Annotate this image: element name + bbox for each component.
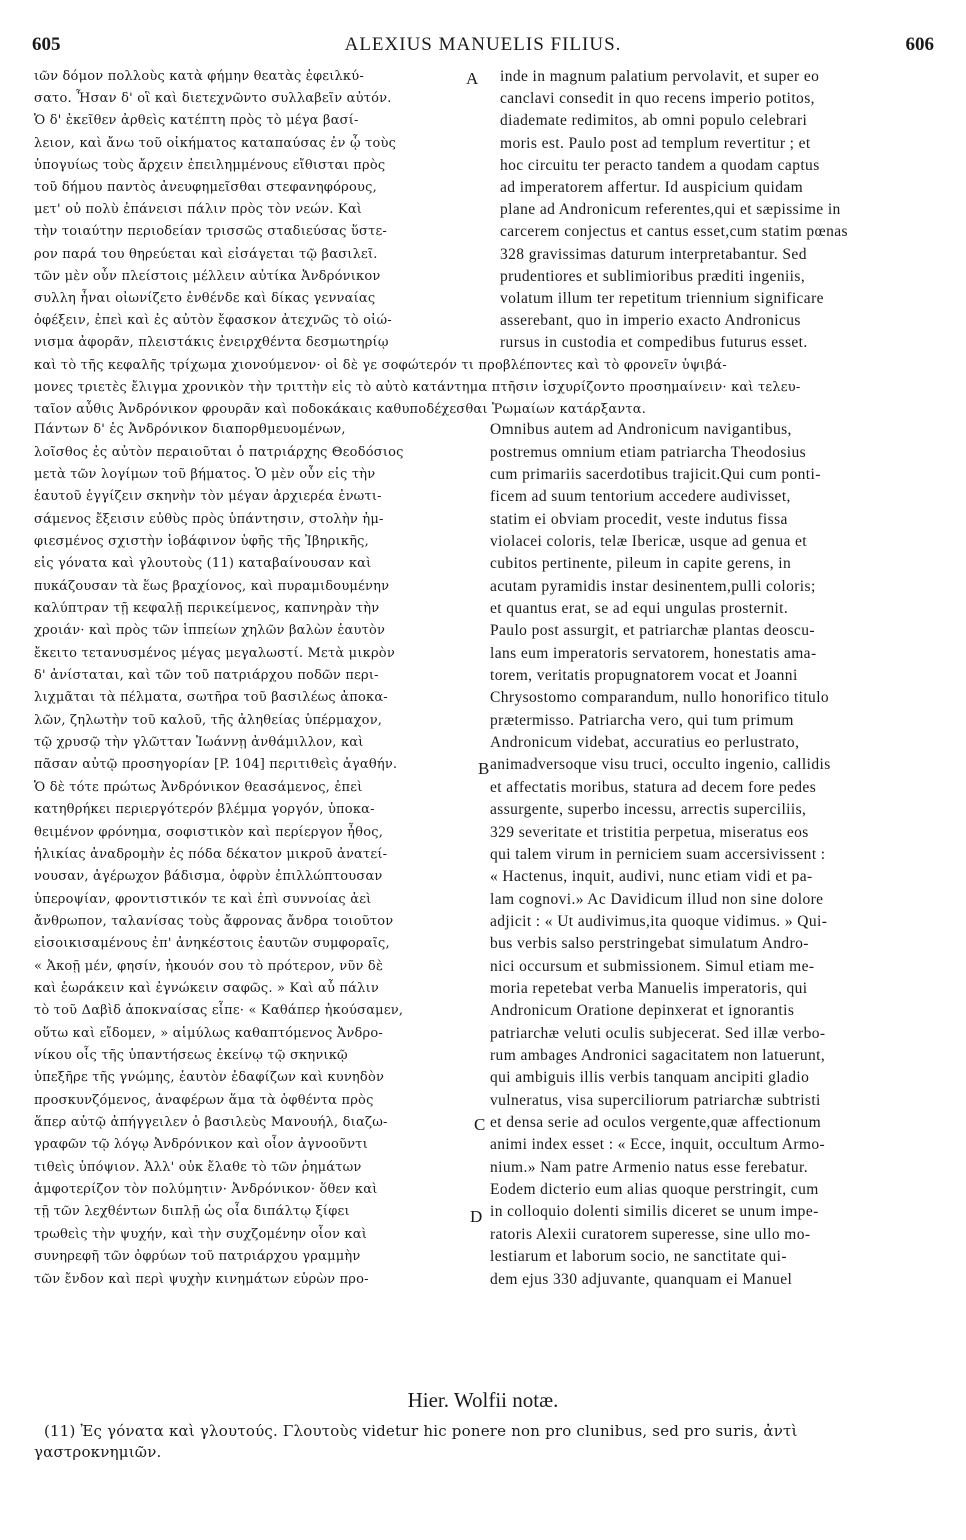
top-greek-line: τοῦ δήμου παντὸς ἀνευφημεῖσθαι στεφανηφόρους, [34, 180, 377, 195]
bottom-greek-line: Ὁ δὲ τότε πρώτως Ἀνδρόνικον θεασάμενος, ἐπεὶ [34, 779, 363, 795]
bottom-latin-line: animi index esset : « Ecce, inquit, occultum Armo- [490, 1136, 826, 1154]
bottom-greek-line: ὑπεξῆρε τῆς γνώμης, ἑαυτὸν ἐδαφίζων καὶ κυνηδὸν [34, 1070, 385, 1086]
top-latin-line: inde in magnum palatium pervolavit, et super eo [500, 68, 820, 85]
bottom-latin-line: dem ejus 330 adjuvante, quanquam ei Manuel [490, 1270, 793, 1288]
bottom-greek-line: οὕτω καὶ εἴδομεν, » αἱμύλως καθαπτόμενος Ἀνδρο- [34, 1025, 383, 1041]
bottom-greek-line: ἅπερ αὐτῷ ἀπήγγειλεν ὁ βασιλεὺς Μανουήλ, διαζω- [34, 1115, 388, 1131]
full-greek-line: καὶ τὸ τῆς κεφαλῆς τρίχωμα χιονούμενον· οἱ δὲ γε σοφώτερόν τι προβλέποντες καὶ τὸ φρονεῖν ὑψιβά- [34, 357, 727, 373]
bottom-latin-line: cum primariis sacerdotibus trajicit.Qui cum ponti- [490, 465, 821, 483]
bottom-greek-line: ἀμφοτερίζον τὸν πολύμητιν· Ἀνδρόνικον· ὅθεν καὶ [34, 1182, 378, 1198]
bottom-latin-line: et quantus erat, se ad equi ungulas prosternit. [490, 600, 789, 617]
note-line: (11) Ἐς γόνατα καὶ γλουτούς. Γλουτοὺς videtur hic ponere non pro clunibus, sed pro suris, ἀντὶ [44, 1422, 798, 1440]
top-greek-line: συλλη ἦναι οἰωνίζετο ἐνθένδε καὶ δίκας γενναίας [34, 291, 376, 306]
top-greek-line: ρον παρά του θηρεύεται καὶ εἰσάγεται τῷ βασιλεῖ. [34, 246, 378, 262]
bottom-greek-line: τρωθεὶς τὴν ψυχήν, καὶ τὴν συχζομένην οἷον καὶ [34, 1226, 368, 1242]
bottom-latin-line: « Hactenus, inquit, audivi, nunc etiam vidi et pa- [490, 868, 813, 886]
bottom-latin-line: prætermisso. Patriarcha vero, qui tum primum [490, 711, 794, 729]
top-latin-line: ad imperatorem affertur. Id auspicium quidam [500, 179, 804, 196]
bottom-latin-line: statim ei obviam procedit, veste indutus fissa [490, 510, 788, 528]
bottom-greek-line: συνηρεφῆ τῶν ὀφρύων τοῦ πατριάρχου γραμμὴν [34, 1249, 361, 1265]
bottom-latin-line: adjicit : « Ut audivimus,ita quoque vidimus. » Qui- [490, 912, 828, 930]
bottom-greek-line: ὑπεροψίαν, φροντιστικόν τε καὶ ἐπὶ συννοίας ἀεὶ [34, 891, 372, 907]
bottom-greek-line: ἔκειτο τετανυσμένος μέγας μεγαλωστί. Μετὰ μικρὸν [34, 645, 395, 661]
bottom-greek-line: ἑαυτοῦ ἐγγίζειν σκηνὴν τὸν μέγαν ἀρχιερέα ἐνωτι- [34, 489, 382, 505]
bottom-latin-line: et densa serie ad oculos vergente,quæ affectionum [490, 1114, 822, 1132]
running-title: ALEXIUS MANUELIS FILIUS. [344, 34, 622, 55]
bottom-greek-line: λοῖσθος ἐς αὐτὸν περαιοῦται ὁ πατριάρχης Θεοδόσιος [34, 444, 404, 460]
top-latin-line: diademate redimitos, ab omni populo celebrari [500, 112, 808, 130]
bottom-latin-line: cubitos pertinente, pileum in capite gerens, in [490, 555, 792, 573]
top-latin-line: canclavi consedit in quo recens imperio potitos, [500, 90, 815, 108]
bottom-greek-line: καὶ ἑωράκειν καὶ ἐγνώκειν σαφῶς. » Καὶ αὖ πάλιν [34, 980, 379, 996]
bottom-greek-line: Πάντων δ' ἐς Ἀνδρόνικον διαπορθμευομένων, [34, 422, 346, 438]
top-latin-line: 328 gravissimas daturum interpretabantur. Sed [500, 245, 807, 263]
top-latin-line: volatum illum ter repetitum triennium significare [500, 290, 824, 307]
page-number-left: 605 [32, 34, 61, 55]
margin-marker: C [474, 1115, 486, 1134]
bottom-greek-line: λῶν, ζηλωτὴν τοῦ καλοῦ, τῆς ἀληθείας ὑπέρμαχον, [34, 712, 383, 728]
top-latin-line: prudentiores et sublimioribus præditi ingeniis, [500, 267, 806, 285]
bottom-greek-line: μετὰ τῶν λογίμων τοῦ βήματος. Ὁ μὲν οὖν εἰς τὴν [34, 466, 376, 482]
bottom-latin-line: Eodem dicterio eum alias quoque perstringit, cum [490, 1181, 819, 1199]
bottom-greek-line: σάμενος ἔξεισιν εὐθὺς πρὸς ὑπάντησιν, στολὴν ἠμ- [34, 511, 384, 527]
note-line: γαστροκνημιῶν. [34, 1443, 162, 1461]
full-greek-line: ταῖον αὖθις Ἀνδρόνικον φρουρᾶν καὶ ποδοκάκαις καθυποδέχεσθαι Ῥωμαίων κατάρξαντα. [34, 402, 647, 417]
bottom-greek-line: πᾶσαν αὐτῷ προσηγορίαν [P. 104] περιτιθεὶς ἀγαθήν. [34, 757, 398, 773]
bottom-greek-line: νουσαν, ἀγέρωχον βάδισμα, ὀφρὺν ἐπιλλώπτουσαν [34, 869, 383, 885]
top-greek-line: λειον, καὶ ἄνω τοῦ οἰκήματος καταπαύσας ἐν ᾧ τοὺς [34, 135, 397, 151]
bottom-latin-line: lans eum imperatoris servatorem, honestatis ama- [490, 644, 817, 662]
bottom-greek-line: τῇ τῶν λεχθέντων διπλῇ ὡς οἷα διπάλτῳ ξίφει [34, 1204, 350, 1220]
top-greek-line: Ὁ δ' ἐκεῖθεν ἀρθεὶς κατέπτη πρὸς τὸ μέγα βασί- [34, 113, 359, 129]
top-greek-line: σατο. Ἦσαν δ' οἳ καὶ διετεχνῶντο συλλαβεῖν αὐτόν. [34, 91, 392, 107]
top-greek-line: ὀφέξειν, ἐπεὶ καὶ ἐς αὐτὸν ἔφασκον ἀτεχνῶς τὸ οἰώ- [34, 313, 392, 329]
bottom-greek-line: κατηθρήκει περιεργότερόν βλέμμα γοργόν, ὑποκα- [34, 802, 375, 818]
top-greek-line: ὑπογυίως τοὺς ἄρχειν ἐπειλημμένους εἴθισται πρὸς [34, 157, 386, 173]
bottom-latin-line: lestiarum et laborum socio, ne sanctitate qui- [490, 1248, 787, 1266]
bottom-latin-line: acutam pyramidis instar desinentem,pulli coloris; [490, 577, 816, 595]
bottom-greek-line: καλύπτραν τῇ κεφαλῇ περικείμενος, καπνηρὰν τὴν [34, 601, 380, 616]
bottom-greek-line: « Ἀκοῇ μέν, φησίν, ἠκουόν σου τὸ πρότερον, νῦν δὲ [34, 958, 384, 974]
bottom-latin-line: rum ambages Andronici sagacitatem non latuerunt, [490, 1047, 826, 1064]
bottom-latin-line: assurgente, superbo incessu, arrectis superciliis, [490, 801, 807, 819]
bottom-greek-line: φιεσμένος σχιστὴν ἰοβάφινον ὑφῆς τῆς Ἰβηρικῆς, [34, 533, 369, 549]
bottom-latin-line: postremus omnium etiam patriarcha Theodosius [490, 443, 807, 461]
bottom-latin-line: in colloquio dolenti similis diceret se unum impe- [490, 1203, 819, 1221]
bottom-latin-line: qui ambiguis illis verbis tanquam ancipiti gladio [490, 1069, 810, 1087]
bottom-greek-line: τῷ χρυσῷ τὴν γλῶτταν Ἰωάννῃ ἀνθάμιλλον, καὶ [34, 735, 364, 751]
bottom-latin-line: lam cognovi.» Ac Davidicum illud non sine dolore [490, 890, 824, 908]
bottom-latin-line: vulneratus, visa superciliorum patriarchæ subtristi [490, 1091, 821, 1109]
bottom-greek-line: πυκάζουσαν τὰ ἕως βραχίονος, καὶ πυραμιδουμένην [34, 578, 390, 594]
bottom-latin-line: 329 severitate et tristitia perpetua, miseratus eos [490, 823, 809, 841]
bottom-greek-line: ἡλικίας ἀναδρομὴν ἐς πόδα δέκατον μικροῦ ἀνατεί- [34, 846, 388, 862]
bottom-latin-line: patriarchæ veluti oculis subjecerat. Sed illæ verbo- [490, 1024, 826, 1042]
bottom-latin-line: violacei coloris, telæ Ibericæ, usque ad genua et [490, 532, 808, 550]
bottom-greek-line: χροιάν· καὶ πρὸς τῶν ἱππείων χηλῶν βαλὼν ἑαυτὸν [34, 623, 386, 639]
top-greek-line: νισμα ἀφορᾶν, πλειστάκις ἐνειρχθέντα δεσμωτηρίῳ [34, 335, 389, 351]
bottom-latin-line: bus verbis salso perstringebat simulatum Andro- [490, 935, 809, 953]
top-latin-line: carcerem conjectus et cantus esset,cum statim pœnas [500, 223, 848, 241]
top-latin-line: plane ad Andronicum referentes,qui et sæpissime in [500, 201, 841, 219]
bottom-greek-line: τῶν ἔνδον καὶ περὶ ψυχὴν κινημάτων εὑρὼν προ- [34, 1271, 369, 1287]
bottom-greek-line: δ' ἀνίσταται, καὶ τῶν τοῦ πατριάρχου ποδῶν περι- [34, 668, 379, 684]
bottom-latin-line: animadversoque visu truci, occulto ingenio, callidis [490, 756, 831, 774]
top-latin-line: rursus in custodia et compedibus futurus esset. [500, 334, 808, 352]
top-latin-line: asserebant, quo in imperio exacto Andronicus [500, 312, 801, 330]
bottom-greek-line: θειμένον φρόνημα, σοφιστικὸν καὶ περίεργον ἦθος, [34, 824, 384, 840]
page-number-right: 606 [905, 34, 934, 55]
bottom-greek-line: ἄνθρωπον, ταλανίσας τοὺς ἄφρονας ἄνδρα τοιοῦτον [34, 913, 394, 929]
running-header [32, 34, 934, 60]
notes-title: Hier. Wolfii notæ. [407, 1388, 559, 1412]
margin-marker: A [466, 69, 479, 88]
bottom-greek-line: εἰσοικισαμένους ἐπ' ἀνηκέστοις ἑαυτῶν συμφοραῖς, [34, 936, 390, 952]
top-latin-line: hoc circuitu ter peracto tandem a quodam captus [500, 156, 820, 174]
bottom-latin-line: nici occursum et submissionem. Simul etiam me- [490, 957, 815, 975]
bottom-latin-line: torem, veritatis propugnatorem vocat et Joanni [490, 667, 798, 685]
full-greek-line: μονες τριετὲς ἔλιγμα χρονικὸν τὴν τριττὴν εἰς τὸ αὐτὸ κατάντημα πτῆσιν ἰσχυρίζοντο προσημαίνειν· καὶ τελευ- [34, 379, 801, 395]
bottom-latin-line: nium.» Nam patre Armenio natus esse ferebatur. [490, 1158, 808, 1176]
bottom-greek-line: εἰς γόνατα καὶ γλουτοὺς (11) καταβαίνουσαν καὶ [34, 556, 372, 572]
bottom-greek-line: γραφῶν τῷ λόγῳ Ἀνδρόνικον καὶ οἷον ἀγνοοῦντι [34, 1137, 368, 1153]
bottom-latin-line: Omnibus autem ad Andronicum navigantibus, [490, 421, 792, 439]
top-greek-line: μετ' οὐ πολὺ ἐπάνεισι πάλιν πρὸς τὸν νεών. Καὶ [34, 202, 363, 218]
top-greek-line: τῶν μὲν οὖν πλείστοις μέλλειν αὐτίκα Ἀνδρόνικον [34, 268, 381, 284]
bottom-latin-line: qui talem virum in perniciem suam accersivissent : [490, 845, 826, 863]
top-greek-line: τὴν τοιαύτην περιοδείαν τρισσῶς σταδιεύσας ὕστε- [34, 224, 388, 240]
bottom-latin-line: Chrysostomo comparandum, nullo honorifico titulo [490, 689, 830, 707]
bottom-greek-line: νίκου οἷς τῆς ὑπαντήσεως ἐκείνῳ τῷ σκηνικῷ [34, 1048, 348, 1063]
margin-marker: D [470, 1207, 483, 1226]
margin-marker: B [478, 759, 490, 778]
top-greek-line: ιῶν δόμον πολλοὺς κατὰ φήμην θεατὰς ἐφειλκύ- [34, 69, 364, 84]
bottom-greek-line: προσκυνζόμενος, ἀναφέρων ἅμα τὰ ὀφθέντα πρὸς [34, 1092, 374, 1108]
bottom-greek-line: λιχμᾶται τὰ πέλματα, σωτῆρα τοῦ βασιλέως ἀποκα- [34, 690, 388, 706]
bottom-latin-line: Paulo post assurgit, et patriarchæ plantas deoscu- [490, 622, 815, 640]
bottom-latin-line: moria repetebat verba Manuelis imperatoris, qui [490, 979, 808, 997]
bottom-latin-line: Andronicum Oratione depinxerat et ignorantis [490, 1002, 795, 1020]
bottom-greek-line: τιθεὶς ὑπόψιον. Ἀλλ' οὐκ ἔλαθε τὸ τῶν ῥημάτων [34, 1159, 362, 1175]
bottom-greek-line: τὸ τοῦ Δαβὶδ ἀποκναίσας εἶπε· « Καθάπερ ἠκούσαμεν, [34, 1003, 404, 1019]
bottom-latin-line: et affectatis moribus, statura ad decem fore pedes [490, 778, 817, 796]
bottom-latin-line: ficem ad suum tentorium accedere audivisset, [490, 488, 791, 506]
top-latin-line: moris est. Paulo post ad templum revertitur ; et [500, 134, 811, 152]
bottom-latin-line: Andronicum videbat, accuratius eo perlustrato, [490, 734, 800, 752]
bottom-latin-line: ratoris Alexii curatorem superesse, sine ullo mo- [490, 1225, 811, 1243]
